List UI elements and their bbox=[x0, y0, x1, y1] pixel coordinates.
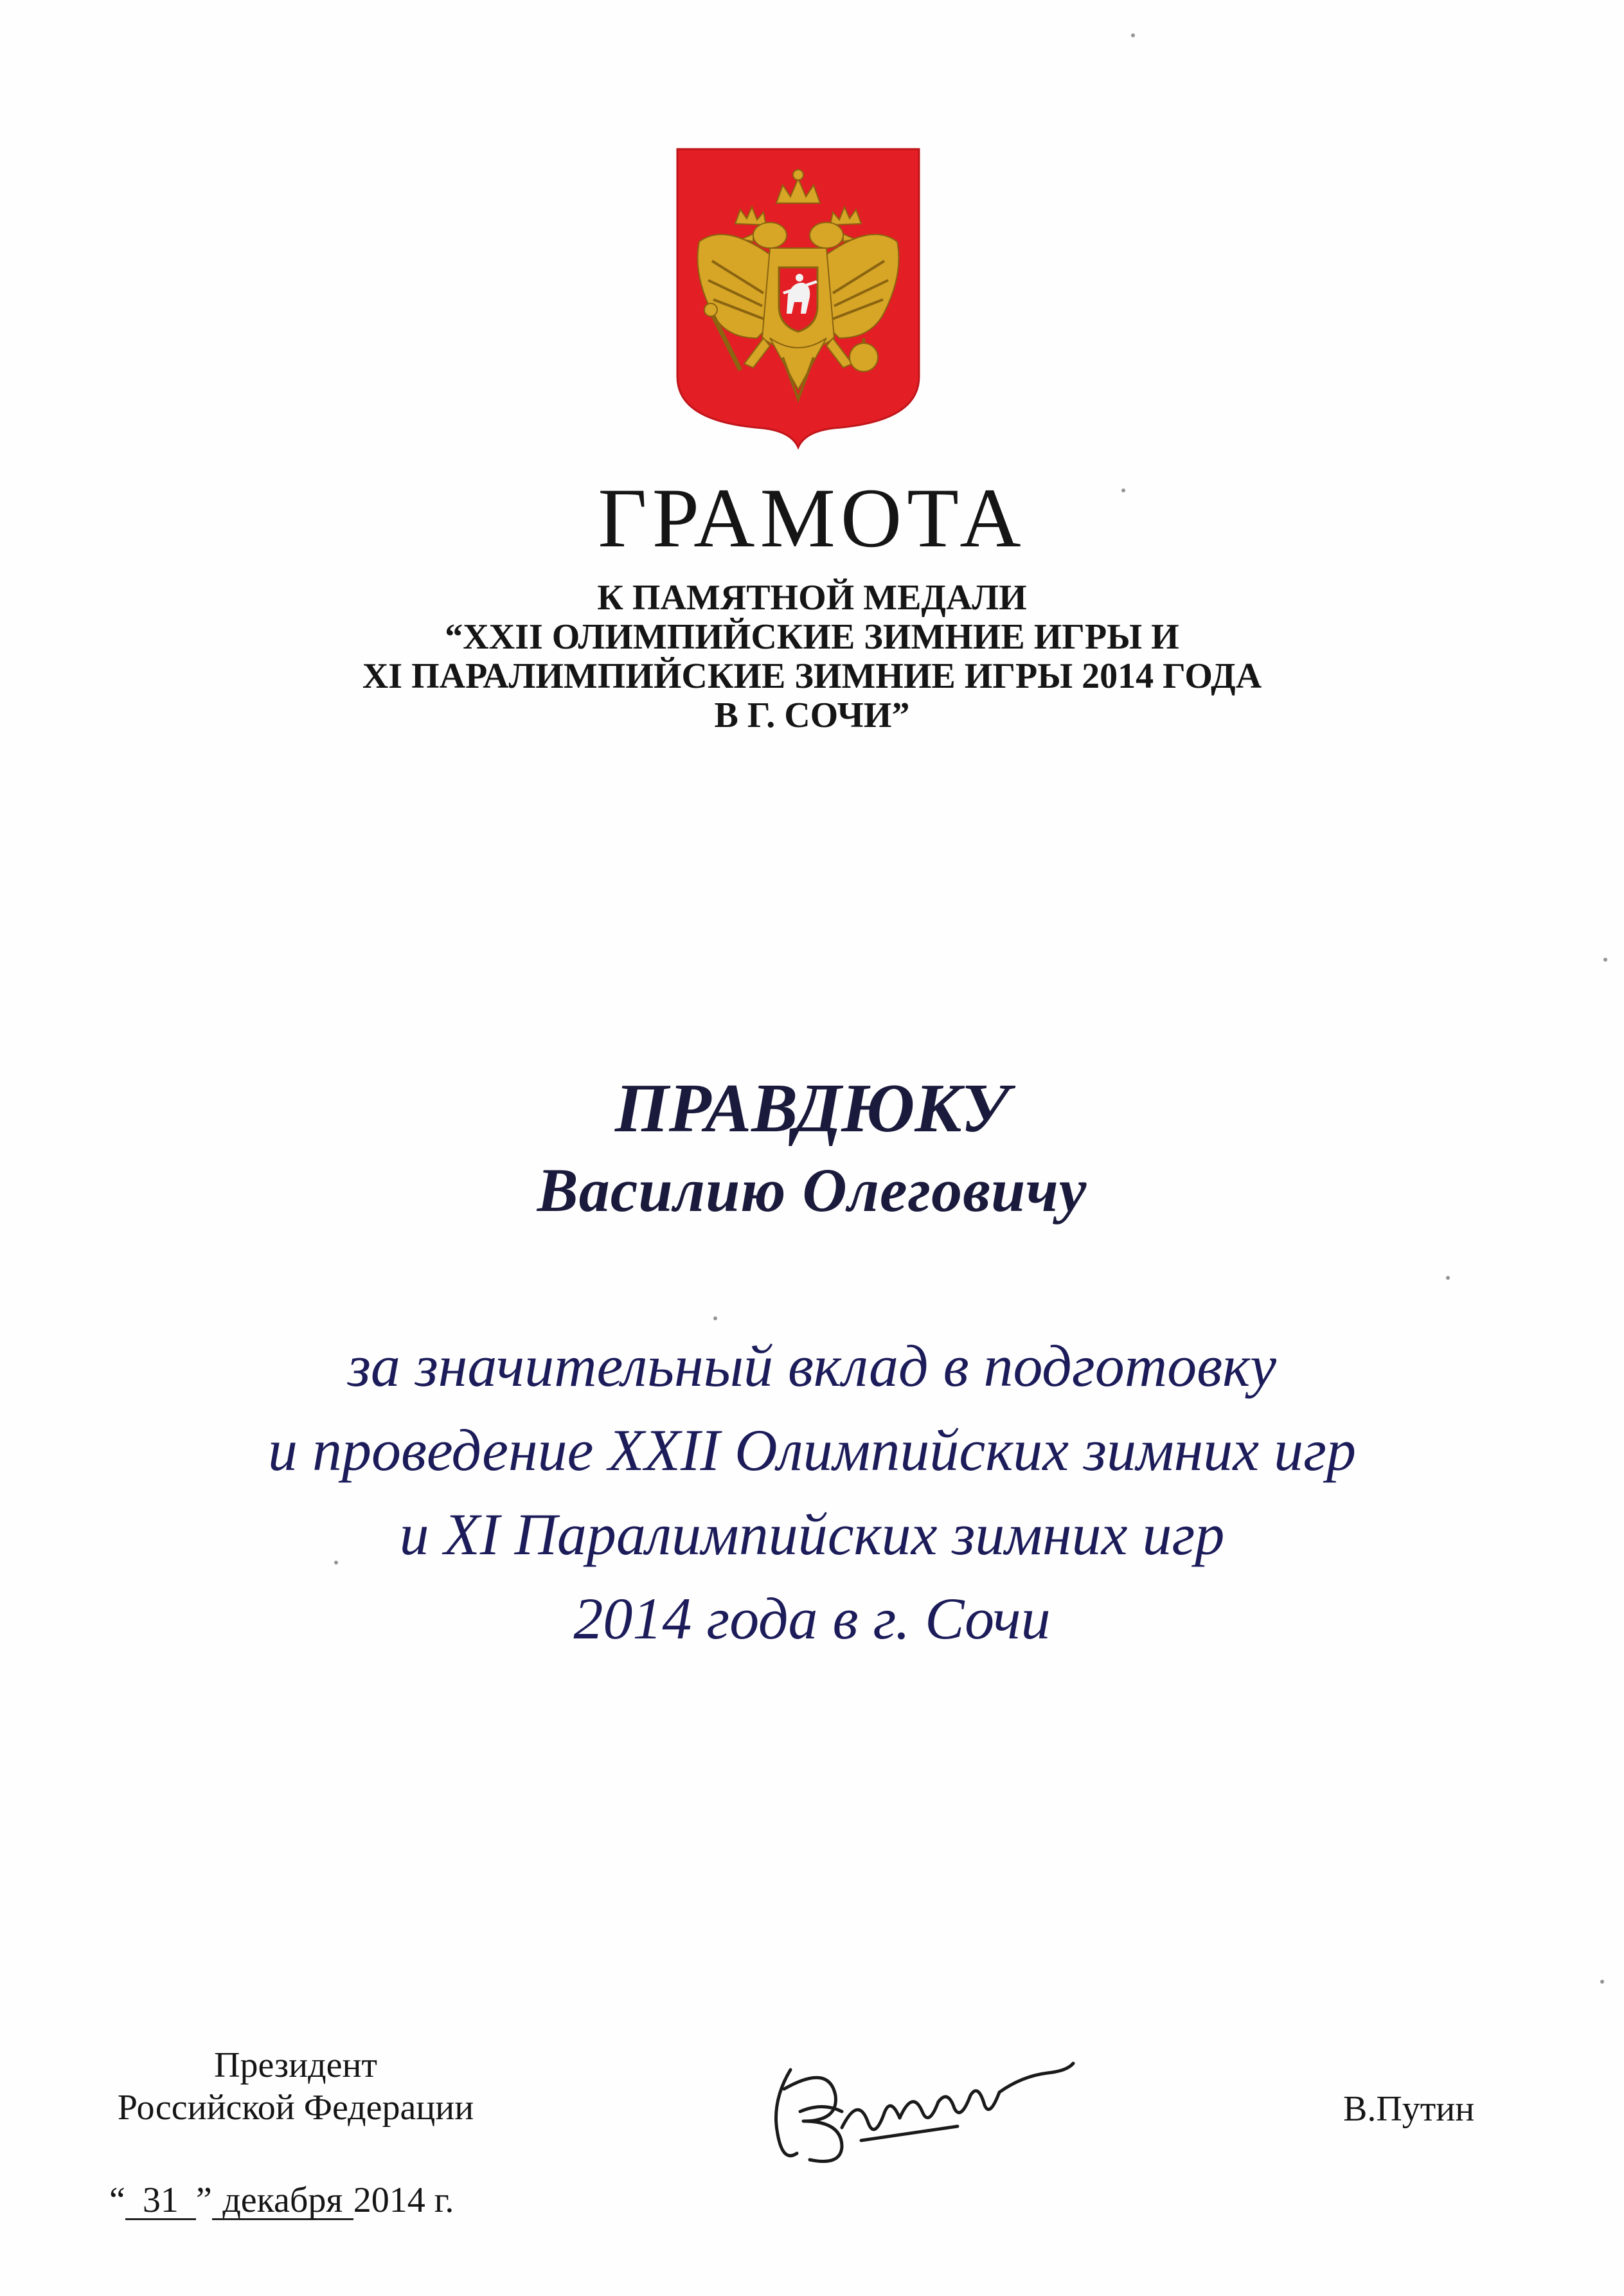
scan-speck bbox=[1446, 1276, 1450, 1280]
subtitle-line: “XXII ОЛИМПИЙСКИЕ ЗИМНИЕ ИГРЫ И bbox=[445, 617, 1179, 657]
subtitle-line: В Г. СОЧИ” bbox=[714, 695, 910, 735]
date-month: декабря bbox=[212, 2182, 353, 2220]
recipient-block bbox=[0, 1067, 1624, 1230]
scan-speck bbox=[713, 1316, 717, 1320]
recipient-given-names: Василию Олеговичу bbox=[537, 1156, 1087, 1224]
award-reason bbox=[0, 1324, 1624, 1661]
reason-line: за значительный вклад в подготовку bbox=[347, 1333, 1276, 1399]
date-day: 31 bbox=[125, 2182, 196, 2220]
position-line: Российской Федерации bbox=[117, 2088, 474, 2128]
scan-speck bbox=[1600, 1980, 1604, 1984]
document-title: ГРАМОТА bbox=[598, 471, 1026, 565]
issue-date bbox=[109, 2179, 454, 2221]
date-close-quote: ” bbox=[195, 2180, 212, 2220]
position-line: Президент bbox=[214, 2045, 377, 2085]
scan-speck bbox=[1131, 33, 1135, 37]
reason-line: 2014 года в г. Сочи bbox=[573, 1586, 1051, 1651]
document-subtitle bbox=[0, 578, 1624, 735]
date-year: 2014 г. bbox=[353, 2180, 454, 2220]
handwritten-signature-icon bbox=[745, 2050, 1080, 2173]
reason-line: и проведение XXII Олимпийских зимних игр bbox=[267, 1417, 1357, 1483]
date-open-quote: “ bbox=[109, 2180, 125, 2220]
signatory-position bbox=[84, 2044, 508, 2129]
subtitle-line: XI ПАРАЛИМПИЙСКИЕ ЗИМНИЕ ИГРЫ 2014 ГОДА bbox=[362, 656, 1262, 696]
russian-coat-of-arms-icon bbox=[674, 145, 923, 451]
subtitle-line: К ПАМЯТНОЙ МЕДАЛИ bbox=[597, 578, 1027, 618]
recipient-surname: ПРАВДЮКУ bbox=[614, 1070, 1010, 1147]
signatory-name: В.Путин bbox=[1343, 2089, 1475, 2129]
reason-line: и XI Паралимпийских зимних игр bbox=[399, 1502, 1225, 1567]
scan-speck bbox=[1603, 958, 1607, 962]
